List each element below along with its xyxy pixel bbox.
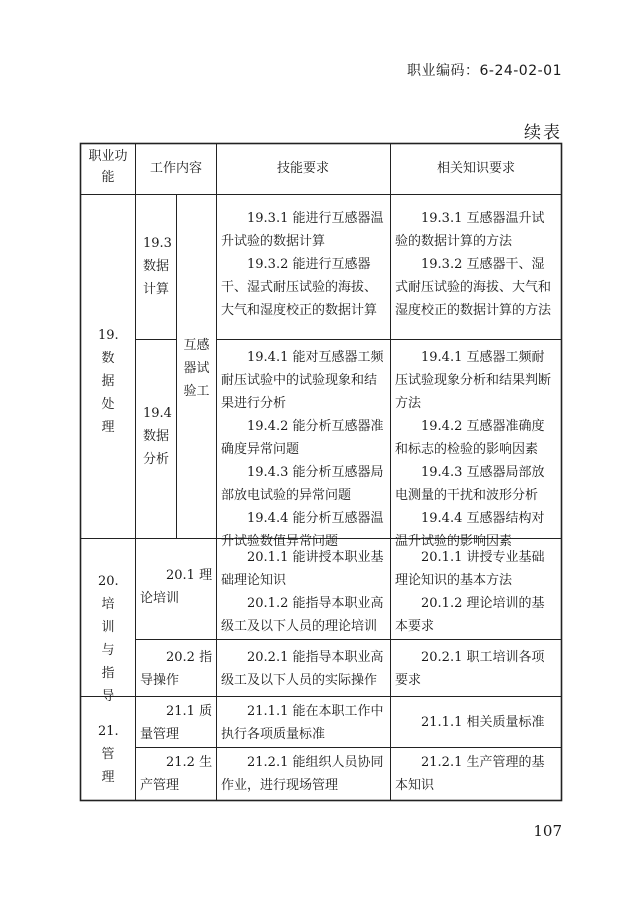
skill-20-1: 20.1.1 能讲授本职业基础理论知识 20.1.2 能指导本职业高级工及以下人员的理论培训 <box>221 550 384 634</box>
function-20: 20.培训与指导 <box>98 574 119 704</box>
knowledge-19-3: 19.3.1 互感器温升试验的数据计算的方法 19.3.2 互感器干、湿式耐压试验的海拔、大气和湿度校正的数据计算的方法 <box>395 211 552 318</box>
work-21-2: 21.2 生产管理 <box>140 755 213 793</box>
function-21: 21.管理 <box>98 724 119 785</box>
work-19-4: 19.4数据分析 <box>143 406 172 467</box>
work-19-3: 19.3数据计算 <box>143 236 172 297</box>
header-func: 职业功能 <box>88 149 128 185</box>
skill-19-4: 19.4.1 能对互感器工频耐压试验中的试验现象和结果进行分析 19.4.2 能分析互感器准确度异常问题 19.4.3 能分析互感器局部放电试验的异常问题 19.4.4 能分析互感器温升试验数值异常问题 <box>221 350 384 549</box>
function-19: 19.数据处理 <box>98 328 119 435</box>
header-knowledge: 相关知识要求 <box>436 161 515 176</box>
worker-type: 互感器试验工 <box>183 338 210 399</box>
skill-21-1: 21.1.1 能在本职工作中执行各项质量标准 <box>221 704 384 742</box>
knowledge-20-2: 20.2.1 职工培训各项要求 <box>395 650 545 688</box>
page-number: 107 <box>533 822 562 840</box>
occupation-code: 职业编码：6-24-02-01 <box>406 63 562 79</box>
work-20-2: 20.2 指导操作 <box>140 650 213 688</box>
skill-20-2: 20.2.1 能指导本职业高级工及以下人员的实际操作 <box>221 650 384 688</box>
work-21-1: 21.1 质量管理 <box>140 704 213 742</box>
knowledge-19-4: 19.4.1 互感器工频耐压试验现象分析和结果判断方法 19.4.2 互感器准确度和标志的检验的影响因素 19.4.3 互感器局部放电测量的干扰和波形分析 19.4.4 互感器结构对温升试验的影响因素 <box>395 350 552 549</box>
skill-21-2: 21.2.1 能组织人员协同作业，进行现场管理 <box>221 755 384 793</box>
knowledge-20-1: 20.1.1 讲授专业基础理论知识的基本方法 20.1.2 理论培训的基本要求 <box>395 550 545 634</box>
header-skill: 技能要求 <box>276 161 329 176</box>
work-20-1: 20.1 理论培训 <box>140 568 213 606</box>
table-continued-label: 续表 <box>524 123 562 143</box>
header-work: 工作内容 <box>149 161 202 176</box>
knowledge-21-2: 21.2.1 生产管理的基本知识 <box>395 755 545 793</box>
skill-19-3: 19.3.1 能进行互感器温升试验的数据计算 19.3.2 能进行互感器干、湿式耐压试验的海拔、大气和湿度校正的数据计算 <box>221 211 384 318</box>
knowledge-21-1: 21.1.1 相关质量标准 <box>421 715 545 730</box>
